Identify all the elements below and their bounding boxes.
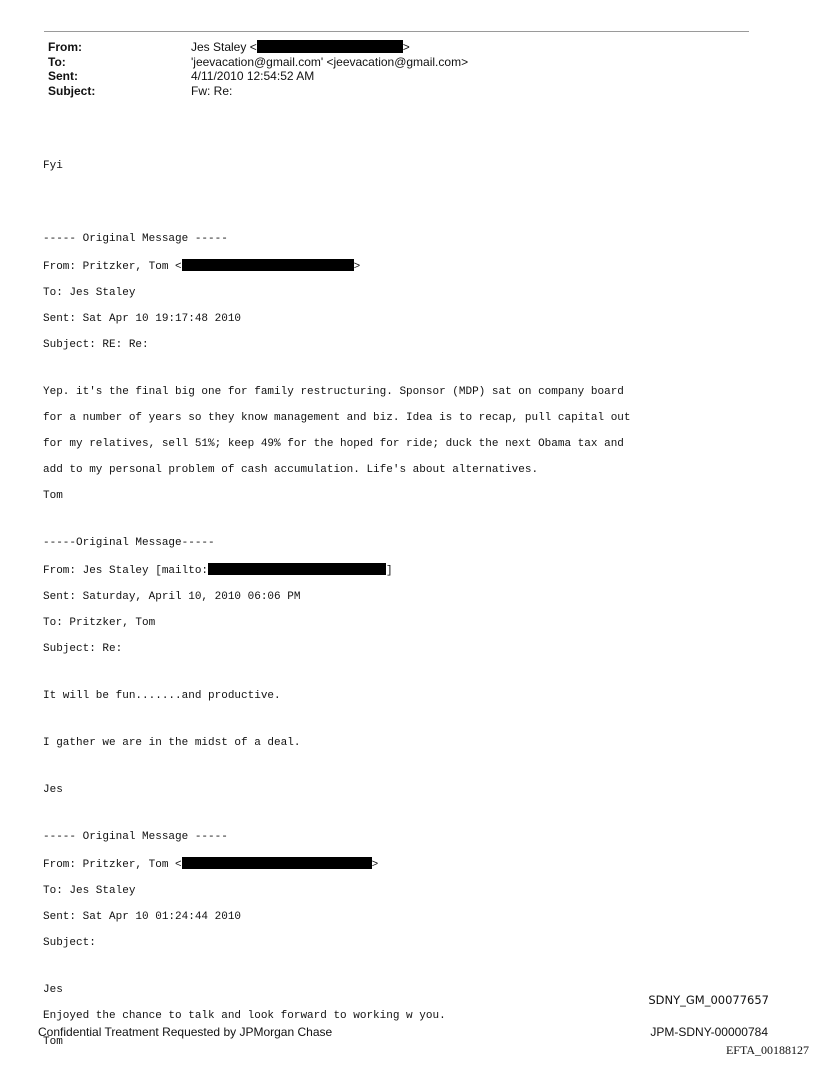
msg2-line2: I gather we are in the midst of a deal. (43, 737, 301, 749)
msg1-subject: Subject: RE: Re: (43, 339, 149, 351)
email-body (43, 147, 631, 1062)
msg2-from: From: Jes Staley [mailto: ] (43, 565, 393, 577)
msg3-sent: Sent: Sat Apr 10 01:24:44 2010 (43, 911, 242, 923)
bates-jpm: JPM-SDNY-00000784 (650, 1025, 768, 1039)
msg2-signoff: Jes (43, 784, 63, 796)
msg3-to: To: Jes Staley (43, 885, 136, 897)
msg1-separator: ----- Original Message ----- (43, 233, 228, 245)
efta-number: EFTA_00188127 (725, 1043, 809, 1057)
sent-value: 4/11/2010 12:54:52 AM (191, 69, 315, 83)
msg1-text-line: for a number of years so they know management and biz. Idea is to recap, pull capital out (43, 412, 631, 424)
bates-sdny: SDNY_GM_00077657 (648, 993, 769, 1007)
msg2-separator: -----Original Message----- (43, 537, 215, 549)
msg2-to: To: Pritzker, Tom (43, 617, 156, 629)
to-label: To: (48, 54, 66, 69)
subject-value: Fw: Re: (191, 83, 233, 98)
msg3-signoff: Tom (43, 1036, 63, 1048)
fyi-line: Fyi (43, 160, 63, 172)
msg1-from: From: Pritzker, Tom < > (43, 261, 361, 273)
msg3-greeting: Jes (43, 984, 63, 996)
msg2-sent: Sent: Saturday, April 10, 2010 06:06 PM (43, 591, 301, 603)
msg2-subject: Subject: Re: (43, 643, 123, 655)
from-label: From: (48, 40, 82, 54)
msg1-text-line: for my relatives, sell 51%; keep 49% for the hoped for ride; duck the next Obama tax and (43, 438, 624, 450)
msg1-text-line: Yep. it's the final big one for family restructuring. Sponsor (MDP) sat on company board (43, 386, 624, 398)
redaction-block (257, 40, 403, 53)
msg3-from: From: Pritzker, Tom < > (43, 859, 379, 871)
msg3-separator: ----- Original Message ----- (43, 831, 228, 843)
confidential-notice: Confidential Treatment Requested by JPMorgan Chase (38, 1025, 333, 1039)
msg1-sent: Sent: Sat Apr 10 19:17:48 2010 (43, 313, 242, 325)
to-value: 'jeevacation@gmail.com' <jeevacation@gmail.com> (191, 54, 469, 69)
msg3-text: Enjoyed the chance to talk and look forward to working w you. (43, 1010, 446, 1022)
redaction-block (208, 563, 386, 575)
redaction-block (182, 259, 354, 271)
msg1-signoff: Tom (43, 490, 63, 502)
redaction-block (182, 857, 372, 869)
from-name: Jes Staley < (191, 40, 257, 54)
msg2-line1: It will be fun.......and productive. (43, 690, 281, 702)
header-divider (44, 31, 749, 32)
msg1-to: To: Jes Staley (43, 287, 136, 299)
sent-label: Sent: (48, 69, 78, 83)
msg3-subject: Subject: (43, 937, 96, 949)
msg1-text-line: add to my personal problem of cash accumulation. Life's about alternatives. (43, 464, 539, 476)
from-close: > (402, 40, 410, 54)
subject-label: Subject: (48, 83, 96, 98)
